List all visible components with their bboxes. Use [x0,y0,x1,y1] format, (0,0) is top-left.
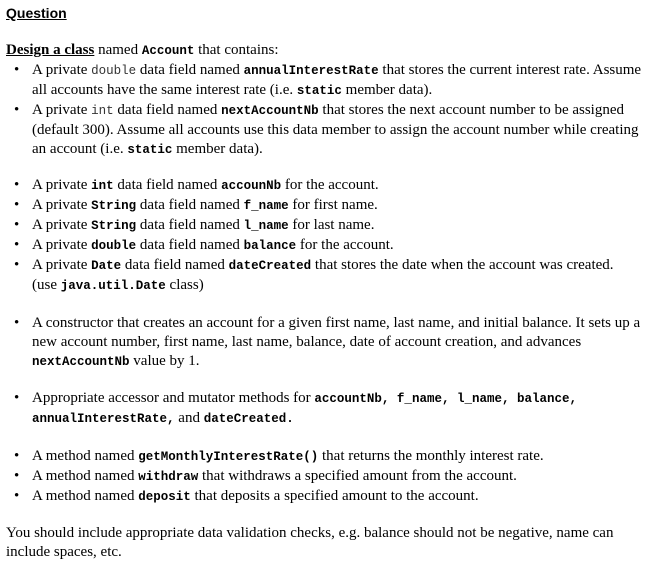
type: Date [91,259,122,273]
text: A constructor that creates an account for a given first name, last name, and initial balance. It sets up a new account number, first name, last name, balance, date of account creation, and advances [32,315,641,350]
constructor-list [14,314,642,372]
list-item [14,176,642,196]
text: that withdraws a specified amount from the account. [198,468,517,484]
field-names: accountNb, f_name, l_name, balance, annualInterestRate, [32,392,577,426]
field-name: annualInterestRate [243,64,379,78]
text: A private [32,102,92,118]
text: that deposits a specified amount to the account. [190,488,479,504]
text: Appropriate accessor and mutator methods for [32,390,315,406]
list-item [14,61,642,101]
intro-classname: Account [141,44,195,58]
text: data field named [136,237,244,253]
methods-list [14,447,642,507]
footer-note: You should include appropriate data validation checks, e.g. balance should not be negative, name can include spaces, etc. [6,525,614,560]
type: double [91,64,137,78]
intro-underlined: Design a class [6,42,95,58]
list-item [14,196,642,216]
text: that stores the current interest rate. Assume all accounts have the same interest rate (i.e. [32,62,642,98]
text: value by 1. [129,353,200,369]
list-item [14,314,642,372]
text: and [174,410,204,426]
text: for first name. [288,197,378,213]
method-name: withdraw [138,470,199,484]
text: for the account. [281,177,379,193]
type: String [91,199,137,213]
bullet: • [14,102,20,118]
method-name: deposit [138,490,191,504]
method-name: getMonthlyInterestRate() [138,450,319,464]
bullet: • [14,62,20,78]
text: that returns the monthly interest rate. [318,448,544,464]
text: data field named [136,197,244,213]
list-item [14,216,642,236]
type: int [91,104,114,118]
field-name: accounNb [221,179,282,193]
text: data field named [121,257,229,273]
text: that stores the date when the account was created. (use [32,257,614,293]
bullet: • [14,488,20,504]
text: A private [32,217,92,233]
list-item [14,256,642,296]
text: class) [165,277,204,293]
question-heading: Question [6,5,67,21]
list-item [14,447,642,467]
text: data field named [113,177,222,193]
text: data field named [136,217,244,233]
text: A method named [32,468,139,484]
bullet: • [14,197,20,213]
text: A private [32,62,92,78]
list-item [14,487,642,507]
bullet: • [14,257,20,273]
bullet: • [14,448,20,464]
bullet: • [14,468,20,484]
bullet: • [14,237,20,253]
text: for last name. [288,217,375,233]
text: for the account. [296,237,394,253]
text: A private [32,237,92,253]
list-item [14,236,642,256]
bullet: • [14,177,20,193]
text: member data). [341,82,433,98]
intro-text2: that contains: [194,42,279,58]
static-fields-list [14,61,642,160]
field-name: balance [243,239,297,253]
bullet: • [14,390,20,406]
text: member data). [172,141,263,157]
text: A private [32,257,92,273]
field-name: dateCreated [228,259,312,273]
class-name: java.util.Date [60,279,166,293]
type: double [91,239,137,253]
text: A method named [32,448,139,464]
text: A private [32,177,92,193]
intro-text1: named [94,42,142,58]
text: A private [32,197,92,213]
type: int [91,179,114,193]
text: A method named [32,488,139,504]
bullet: • [14,217,20,233]
keyword: static [127,143,173,157]
field-name: l_name [243,219,289,233]
field-name: nextAccountNb [32,355,130,369]
text: that stores the next account number to be assigned (default 300). Assume all accounts use this data member to assign the account number while creating an account (i.e. [32,102,639,157]
instance-fields-list [14,176,642,296]
keyword: static [296,84,342,98]
field-name: f_name [243,199,289,213]
type: String [91,219,137,233]
intro-line [6,41,279,61]
text: data field named [136,62,244,78]
field-name: nextAccountNb [221,104,319,118]
list-item [14,467,642,487]
text: data field named [113,102,222,118]
list-item [14,101,642,160]
bullet: • [14,315,20,331]
accessor-list [14,389,642,429]
field-name: dateCreated. [203,412,294,426]
list-item [14,389,642,429]
